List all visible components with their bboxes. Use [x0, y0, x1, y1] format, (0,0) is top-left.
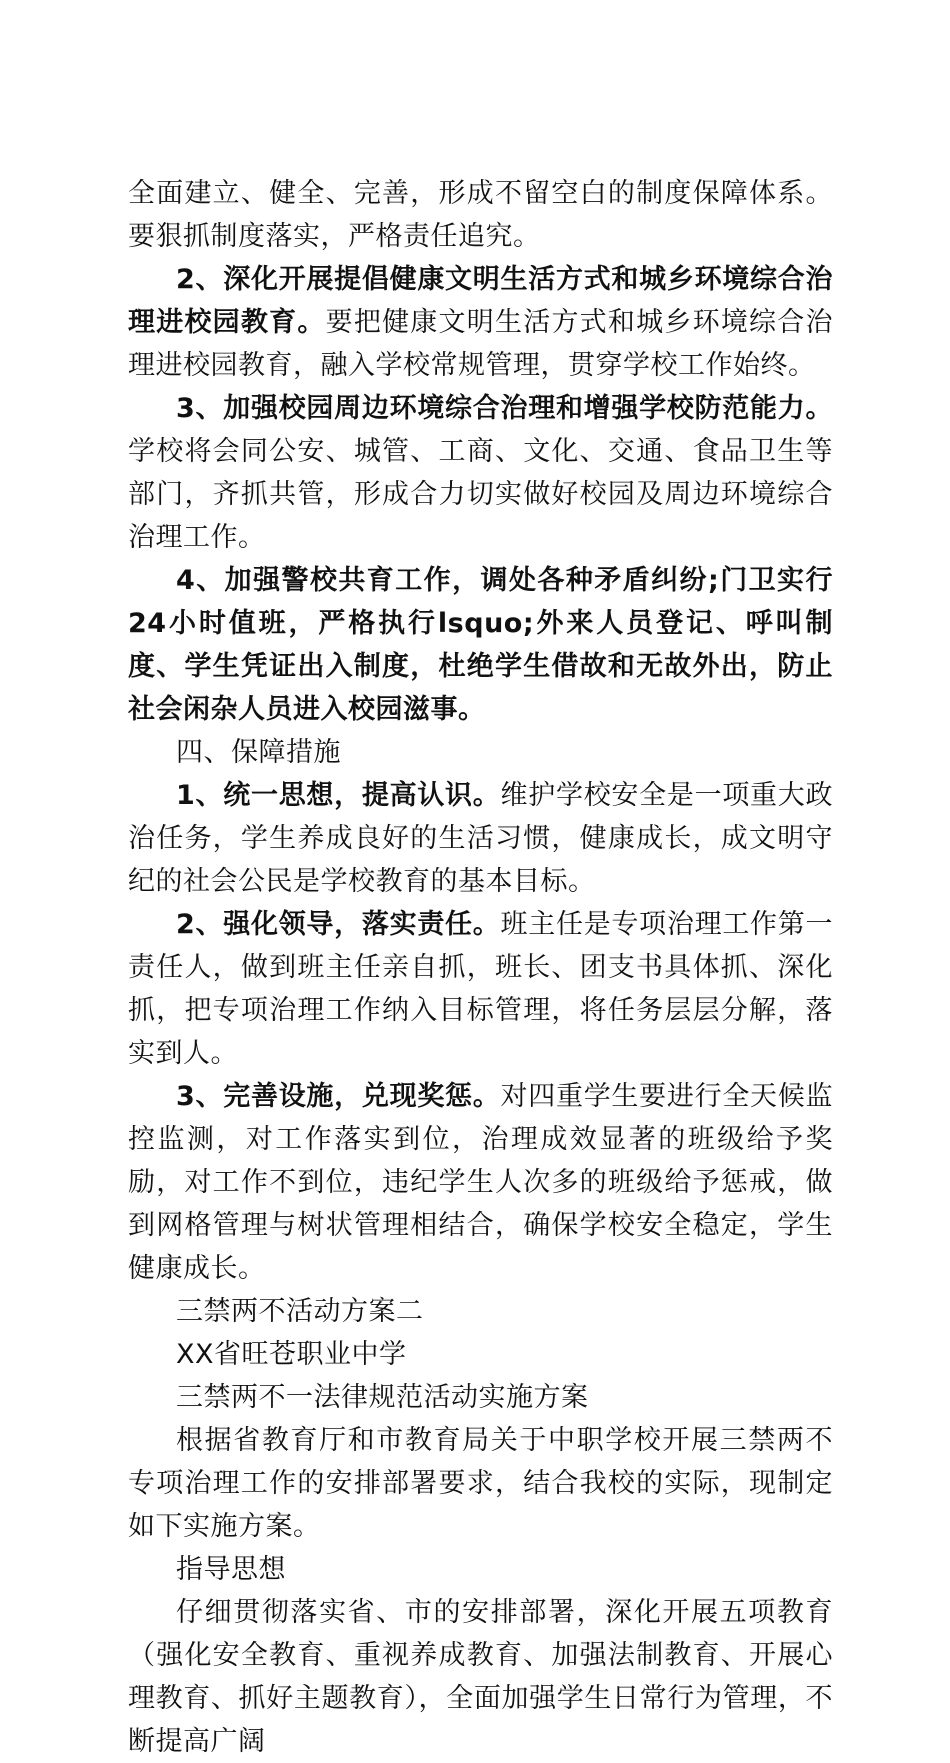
- paragraph-8: [128, 1075, 833, 1290]
- paragraph-2: [128, 258, 833, 387]
- paragraph-text: XX省旺苍职业中学: [176, 1339, 407, 1370]
- paragraph-4: [128, 559, 833, 731]
- paragraph-text: 三禁两不活动方案二: [176, 1296, 424, 1327]
- document-body: [128, 172, 833, 1763]
- paragraph-text: 仔细贯彻落实省、市的安排部署，深化开展五项教育（强化安全教育、重视养成教育、加强法制教育、开展心理教育、抓好主题教育），全面加强学生日常行为管理，不断提高广阔: [128, 1597, 833, 1757]
- paragraph-heading: 2、深化开展提倡健康文明生活方式和城乡环境综合治理进校园教育。: [128, 264, 833, 338]
- paragraph-heading: 4、加强警校共育工作，调处各种矛盾纠纷;门卫实行24小时值班，严格执行lsquo;外来人员登记、呼叫制度、学生凭证出入制度，杜绝学生借故和无故外出，防止社会闲杂人员进入校园滋事。: [128, 565, 833, 725]
- paragraph-6: [128, 774, 833, 903]
- section-heading-guidance: [128, 1548, 833, 1591]
- section-heading-safeguards: [128, 731, 833, 774]
- paragraph-7: [128, 903, 833, 1075]
- paragraph-text: 全面建立、健全、完善，形成不留空白的制度保障体系。要狠抓制度落实，严格责任追究。: [128, 178, 833, 252]
- paragraph-14: [128, 1591, 833, 1763]
- paragraph-heading: 1、统一思想，提高认识。: [176, 780, 501, 811]
- paragraph-heading: 3、加强校园周边环境综合治理和增强学校防范能力。: [176, 393, 833, 424]
- paragraph-text: 根据省教育厅和市教育局关于中职学校开展三禁两不专项治理工作的安排部署要求，结合我校的实际，现制定如下实施方案。: [128, 1425, 833, 1542]
- plan-subtitle: [128, 1376, 833, 1419]
- paragraph-heading: 3、完善设施，兑现奖惩。: [176, 1081, 501, 1112]
- paragraph-1: [128, 172, 833, 258]
- paragraph-12: [128, 1419, 833, 1548]
- paragraph-text: 维护学校安全是一项重大政治任务，学生养成良好的生活习惯，健康成长，成文明守纪的社会公民是学校教育的基本目标。: [128, 780, 834, 897]
- paragraph-text: 要把健康文明生活方式和城乡环境综合治理进校园教育，融入学校常规管理，贯穿学校工作始终。: [128, 307, 834, 381]
- paragraph-text: 对四重学生要进行全天候监控监测，对工作落实到位，治理成效显著的班级给予奖励，对工作不到位，违纪学生人次多的班级给予惩戒，做到网格管理与树状管理相结合，确保学校安全稳定，学生健康成长。: [128, 1081, 834, 1284]
- plan-title: [128, 1290, 833, 1333]
- school-name: [128, 1333, 833, 1376]
- paragraph-text: 三禁两不一法律规范活动实施方案: [176, 1382, 589, 1413]
- paragraph-text: 四、保障措施: [176, 737, 341, 768]
- paragraph-3: [128, 387, 833, 559]
- paragraph-text: 班主任是专项治理工作第一责任人，做到班主任亲自抓，班长、团支书具体抓、深化抓，把专项治理工作纳入目标管理，将任务层层分解，落实到人。: [128, 909, 834, 1069]
- paragraph-text: 指导思想: [176, 1554, 286, 1585]
- paragraph-text: 学校将会同公安、城管、工商、文化、交通、食品卫生等部门，齐抓共管，形成合力切实做好校园及周边环境综合治理工作。: [128, 436, 833, 553]
- paragraph-heading: 2、强化领导，落实责任。: [176, 909, 501, 940]
